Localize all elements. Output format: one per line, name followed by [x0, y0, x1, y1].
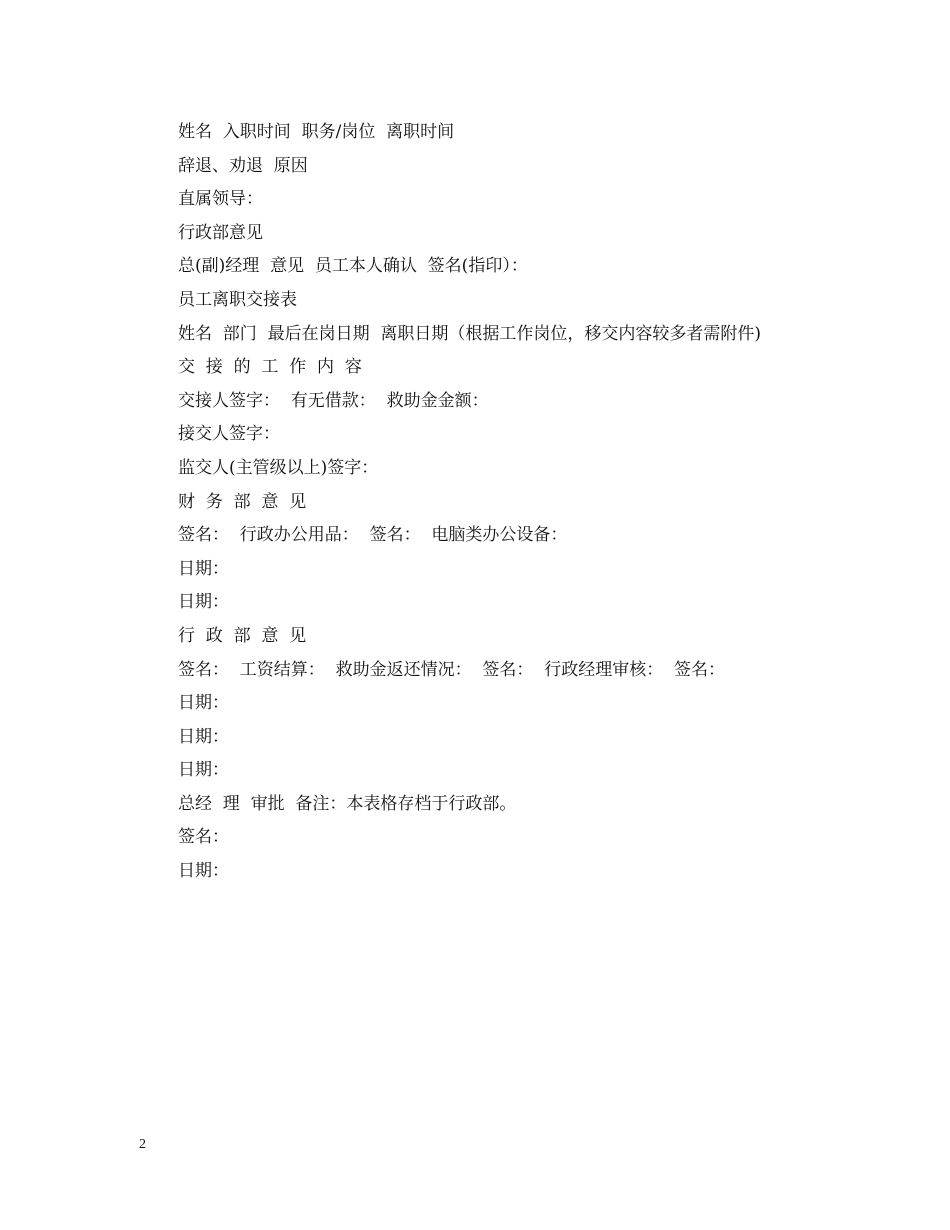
line-handover-form-title: 员工离职交接表	[178, 289, 297, 310]
line-date: 日期：	[178, 861, 229, 882]
line-dismissal-reason: 辞退、劝退 原因	[178, 155, 308, 176]
line-date: 日期：	[178, 592, 229, 613]
line-handover-signatures: 交接人签字： 有无借款： 救助金金额：	[178, 390, 489, 411]
line-admin-opinion: 行政部意见	[178, 222, 263, 243]
line-signature: 签名：	[178, 827, 229, 848]
line-date: 日期：	[178, 558, 229, 579]
line-finance-opinion: 财 务 部 意 见	[178, 491, 307, 512]
line-handover-content: 交 接 的 工 作 内 容	[178, 357, 362, 378]
document-body	[178, 116, 898, 889]
page-number: 2	[139, 1137, 146, 1152]
line-salary-settlement: 签名： 工资结算： 救助金返还情况： 签名： 行政经理审核： 签名：	[178, 659, 726, 680]
line-receiver-signature: 接交人签字：	[178, 424, 280, 445]
line-admin-dept-opinion: 行 政 部 意 见	[178, 625, 307, 646]
line-direct-supervisor: 直属领导：	[178, 189, 263, 210]
line-date: 日期：	[178, 760, 229, 781]
line-date: 日期：	[178, 726, 229, 747]
line-signature-items: 签名： 行政办公用品： 签名： 电脑类办公设备：	[178, 525, 568, 546]
line-manager-opinion: 总(副)经理 意见 员工本人确认 签名(指印）：	[178, 256, 528, 277]
line-gm-approval-note: 总经 理 审批 备注：本表格存档于行政部。	[178, 793, 517, 814]
line-supervisor-signature: 监交人(主管级以上)签字：	[178, 457, 379, 478]
line-date: 日期：	[178, 693, 229, 714]
line-handover-header: 姓名 部门 最后在岗日期 离职日期（根据工作岗位，移交内容较多者需附件)	[178, 323, 762, 344]
line-employee-info-header: 姓名 入职时间 职务/岗位 离职时间	[178, 122, 455, 142]
